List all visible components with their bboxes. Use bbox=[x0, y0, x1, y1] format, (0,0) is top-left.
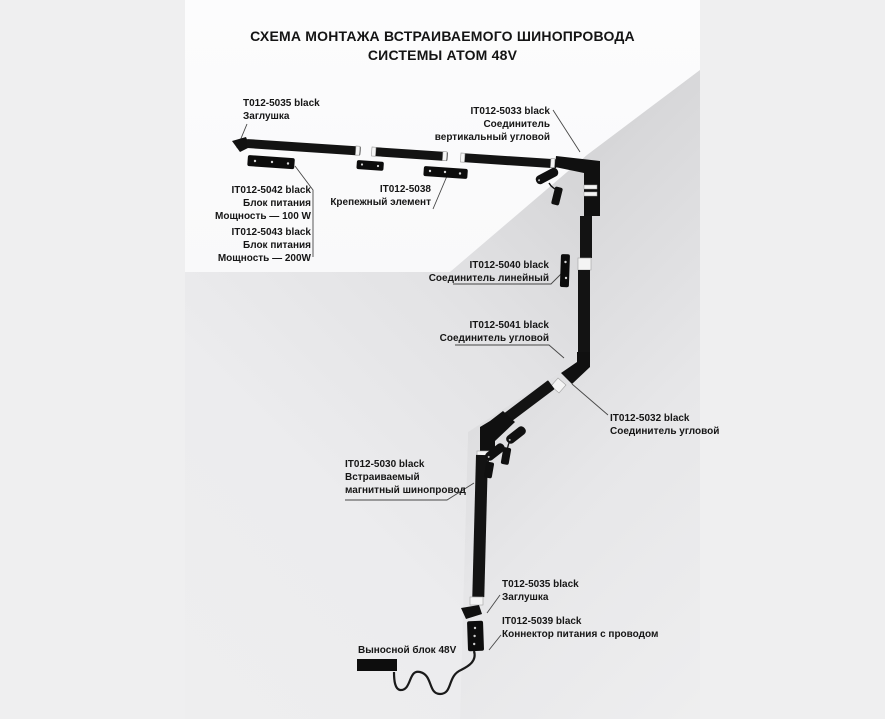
leader-corner-lower bbox=[572, 384, 608, 415]
part-name: Блок питания bbox=[243, 240, 311, 251]
label-fixing-element bbox=[311, 183, 431, 209]
remote-power-block bbox=[357, 659, 397, 671]
psu-dot bbox=[254, 160, 256, 162]
connector-dot bbox=[564, 261, 566, 263]
leader-endcap-bottom bbox=[487, 595, 500, 613]
label-linear-connector bbox=[389, 259, 549, 285]
label-remote-block bbox=[358, 644, 456, 657]
label-endcap-bottom bbox=[502, 578, 579, 604]
label-track bbox=[345, 458, 466, 497]
track-joint-face bbox=[551, 378, 566, 393]
part-code: IT012-5040 black bbox=[469, 260, 549, 271]
part-name: магнитный шинопровод bbox=[345, 485, 466, 496]
mounting-clip bbox=[356, 160, 384, 171]
connector-dot bbox=[474, 627, 476, 629]
part-name: Соединитель угловой bbox=[439, 333, 549, 344]
part-name: Соединитель bbox=[483, 119, 550, 130]
track-joint-face bbox=[584, 192, 597, 196]
leader-power-connector bbox=[489, 635, 501, 650]
linear-connector bbox=[560, 254, 570, 287]
corner-connector-upper bbox=[561, 352, 590, 384]
part-name: Заглушка bbox=[502, 592, 549, 603]
part-name: Крепежный элемент bbox=[330, 197, 431, 208]
track-segment bbox=[460, 153, 556, 168]
track-joint-gap bbox=[470, 597, 483, 605]
part-code: T012-5035 black bbox=[502, 579, 579, 590]
part-name: Блок питания bbox=[243, 198, 311, 209]
part-code: T012-5035 black bbox=[243, 98, 320, 109]
leader-fixing bbox=[433, 176, 447, 209]
connector-dot bbox=[473, 635, 475, 637]
leader-corner-vertical bbox=[553, 110, 580, 152]
part-code: IT012-5038 bbox=[379, 184, 431, 195]
label-psu-100 bbox=[191, 184, 311, 223]
part-name: Соединитель линейный bbox=[428, 273, 549, 284]
label-power-connector bbox=[502, 615, 658, 641]
wall-track bbox=[461, 156, 600, 651]
part-name: Коннектор питания с проводом bbox=[502, 629, 659, 640]
part-code: IT012-5033 black bbox=[470, 106, 550, 117]
track-joint-face bbox=[584, 185, 597, 189]
part-code: IT012-5030 black bbox=[345, 459, 425, 470]
psu-dot bbox=[287, 162, 289, 164]
title-line-2: СИСТЕМЫ АТОМ 48V bbox=[367, 47, 518, 63]
clip-dot bbox=[444, 171, 446, 173]
part-code: IT012-5043 black bbox=[231, 227, 311, 238]
spotlight-mount bbox=[551, 186, 563, 205]
part-name: Встраиваемый bbox=[345, 472, 420, 483]
clip-dot bbox=[459, 172, 461, 174]
spotlight-head bbox=[534, 166, 559, 185]
part-name: Заглушка bbox=[243, 111, 290, 122]
track-segment bbox=[246, 139, 360, 156]
connector-dot bbox=[473, 643, 475, 645]
clip-dot bbox=[429, 170, 431, 172]
part-name: Выносной блок 48V bbox=[358, 645, 457, 656]
label-psu-200 bbox=[191, 226, 311, 265]
part-name: вертикальный угловой bbox=[434, 132, 550, 143]
part-code: IT012-5032 black bbox=[610, 413, 690, 424]
clip-dot bbox=[377, 165, 379, 167]
part-name: Мощность — 200W bbox=[217, 253, 311, 264]
part-code: IT012-5041 black bbox=[469, 320, 549, 331]
power-cable bbox=[394, 651, 475, 694]
track-segment bbox=[371, 147, 447, 161]
label-endcap-top bbox=[243, 97, 320, 123]
track-segment-vertical bbox=[578, 270, 590, 352]
label-corner-upper bbox=[389, 319, 549, 345]
leader-corner-upper bbox=[455, 345, 564, 358]
label-corner-lower bbox=[610, 412, 719, 438]
track-joint-gap bbox=[578, 258, 591, 270]
part-code: IT012-5042 black bbox=[231, 185, 311, 196]
track-endcap-bottom bbox=[461, 605, 482, 619]
part-code: IT012-5039 black bbox=[502, 616, 582, 627]
title-line-1: СХЕМА МОНТАЖА ВСТРАИВАЕМОГО ШИНОПРОВОДА bbox=[250, 28, 635, 44]
part-name: Соединитель угловой bbox=[610, 426, 720, 437]
label-corner-vertical bbox=[390, 105, 550, 144]
clip-dot bbox=[361, 163, 363, 165]
remote-power-assembly bbox=[357, 651, 475, 694]
psu-dot bbox=[271, 161, 273, 163]
page-title bbox=[185, 27, 700, 65]
part-name: Мощность — 100 W bbox=[215, 211, 311, 222]
track-segment-vertical bbox=[580, 216, 592, 258]
connector-dot bbox=[565, 277, 567, 279]
